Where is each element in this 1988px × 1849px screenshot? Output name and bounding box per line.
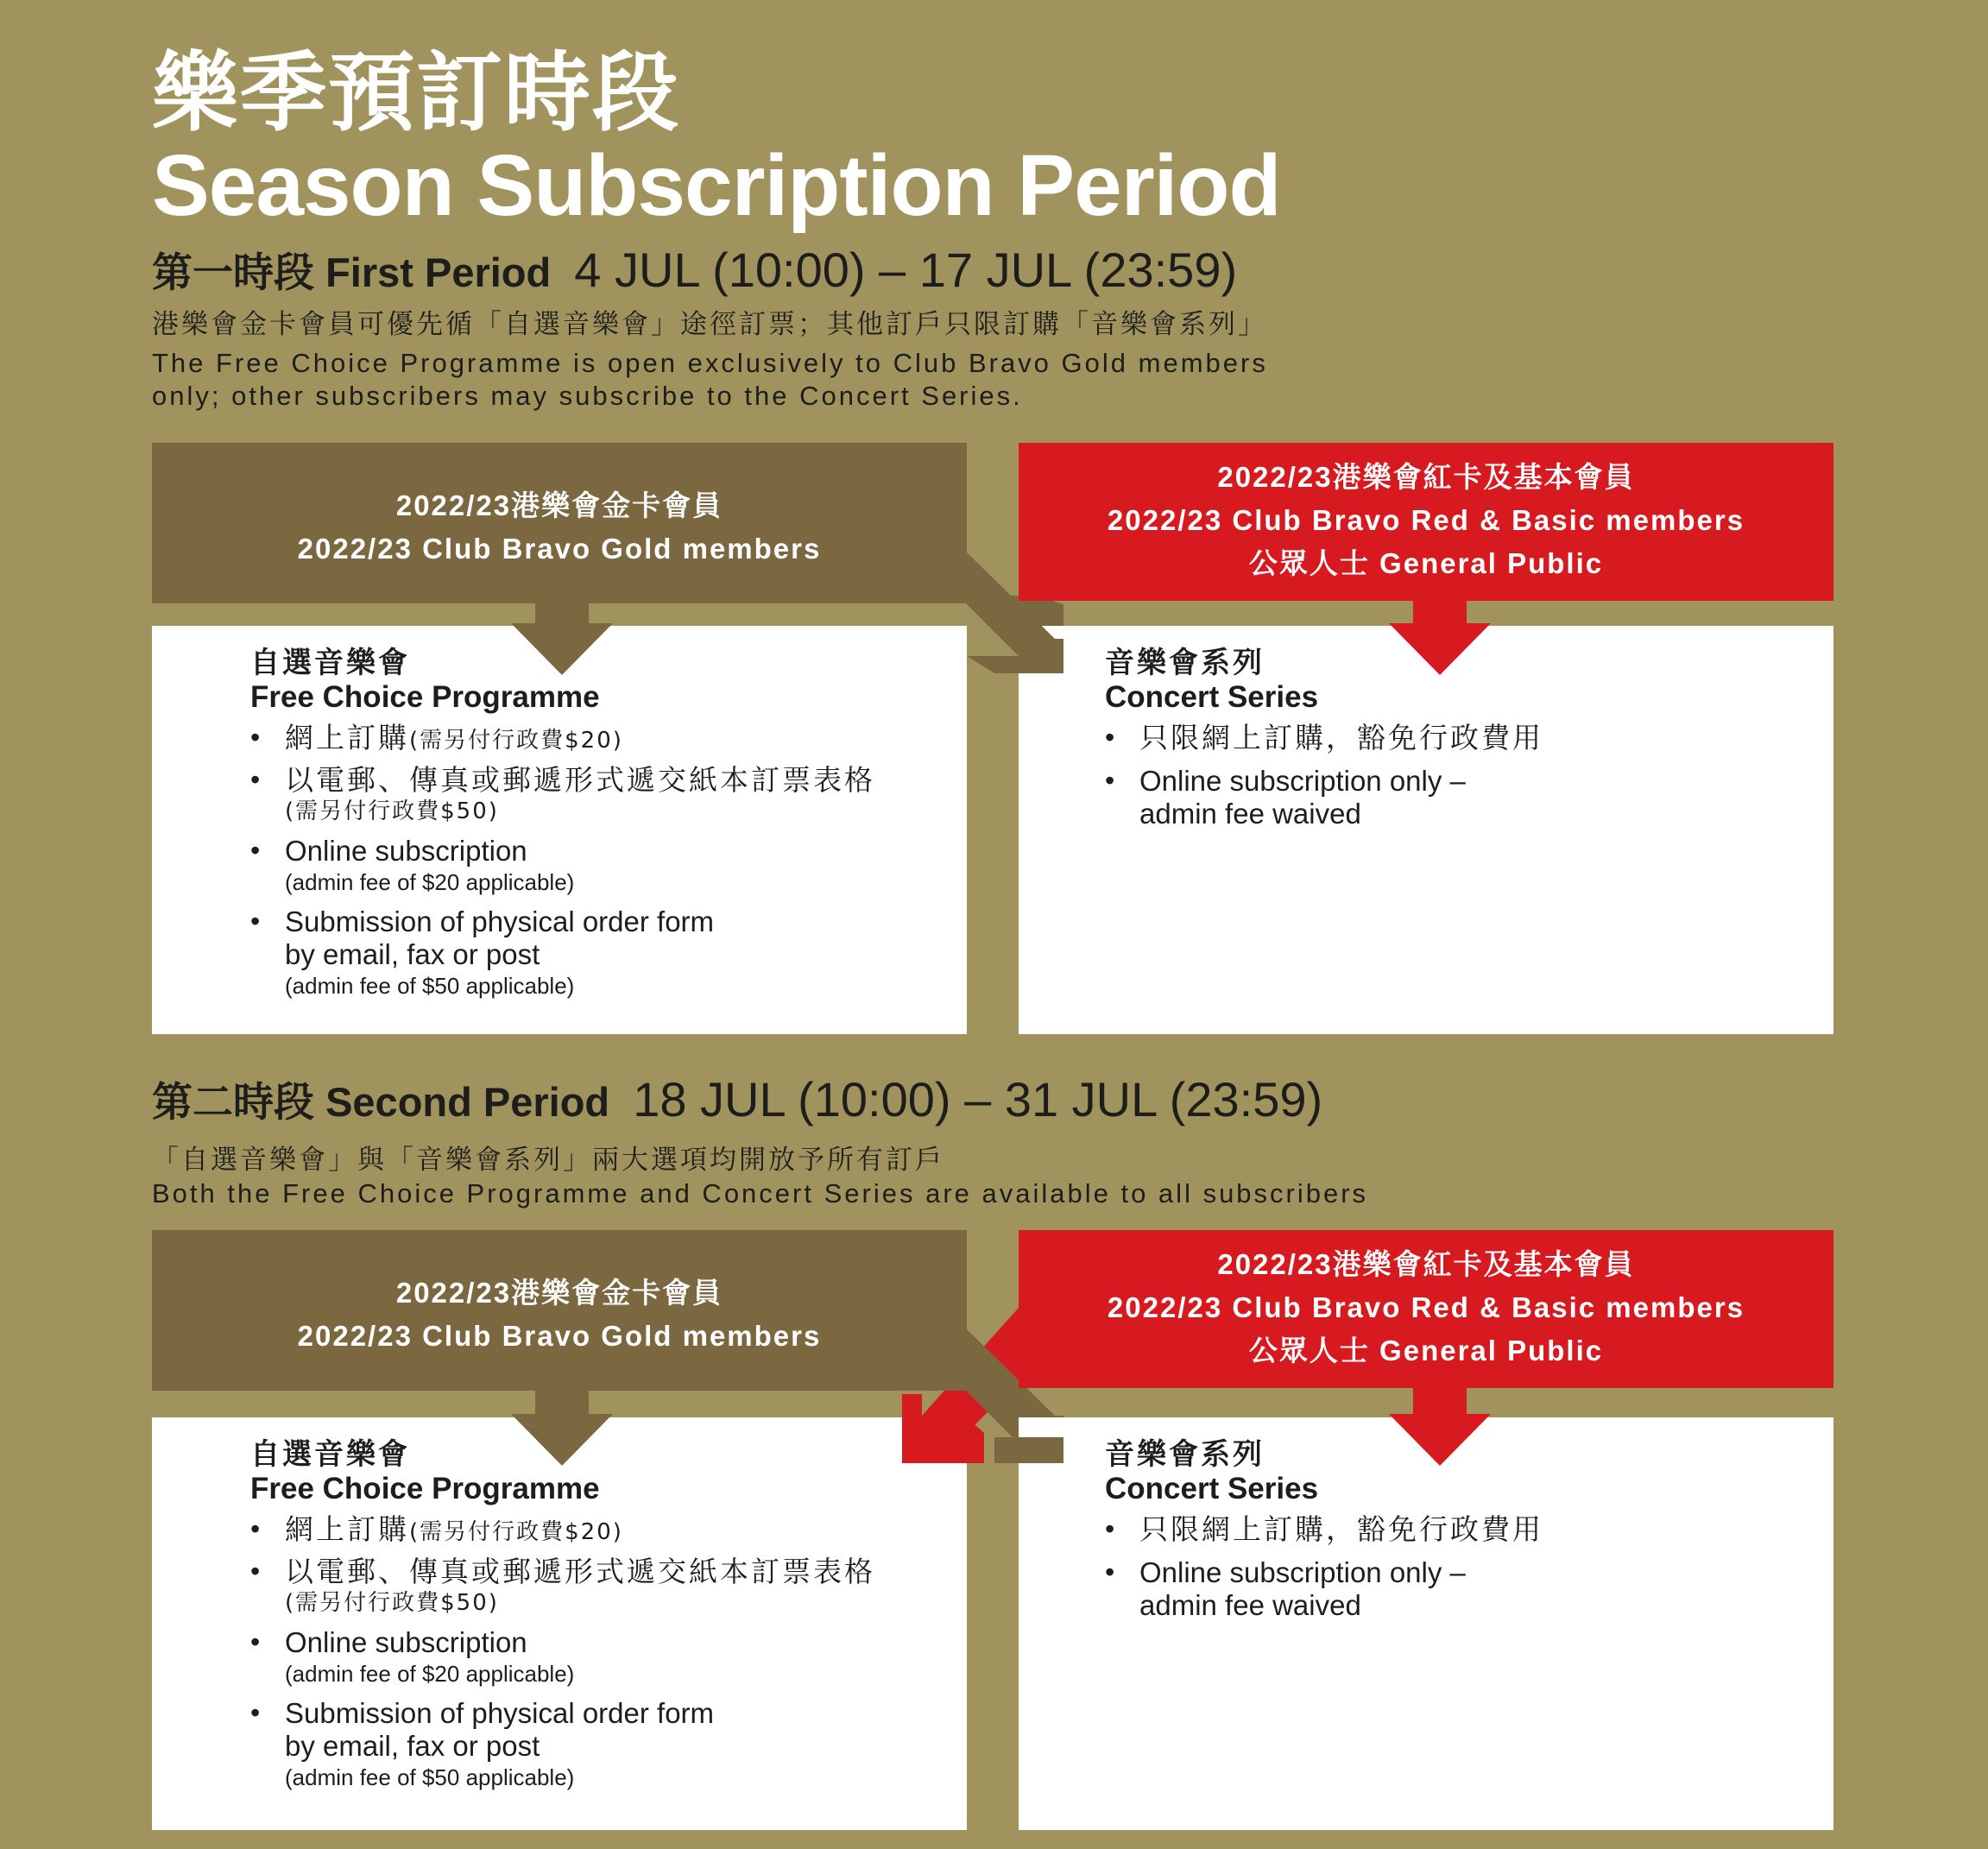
first-period-desc-zh: 港樂會金卡會員可優先循「自選音樂會」途徑訂票；其他訂戶只限訂購「音樂會系列」 [152,309,1267,340]
free-choice-bullet-paper-en-2: • Submission of physical order form by email, fax or post (admin fee of $50 applicable) [250,1697,875,1792]
free-choice-bullet-paper-en: • Submission of physical order form by email, fax or post (admin fee of $50 applicable) [250,906,875,1000]
second-period-desc-zh: 「自選音樂會」與「音樂會系列」兩大選項均開放予所有訂戶 [152,1145,944,1176]
first-period-label-zh: 第一時段 [152,249,314,297]
gold-members-en: 2022/23 Club Bravo Gold members [297,533,822,565]
concert-series-title-zh-2: 音樂會系列 [1105,1437,1265,1472]
title-chinese: 樂季預訂時段 [152,42,680,143]
first-period-desc-en-line1: The Free Choice Programme is open exclusively to Club Bravo Gold members [152,348,1268,378]
free-choice-bullet-online-en-2: • Online subscription (admin fee of $20 applicable) [250,1626,875,1688]
concert-series-title-en-2: Concert Series [1105,1472,1319,1505]
second-period-free-choice-content [250,1437,875,1792]
concert-series-bullet-en: • Online subscription only – admin fee waived [1105,765,1543,830]
second-period-desc-en: Both the Free Choice Programme and Concert Series are available to all subscribers [152,1178,1369,1208]
gold-members-en-2: 2022/23 Club Bravo Gold members [297,1320,822,1352]
free-choice-title-zh: 自選音樂會 [250,646,410,680]
concert-series-bullet-en-2: • Online subscription only – admin fee waived [1105,1556,1543,1622]
second-period-dates: 18 JUL (10:00) – 31 JUL (23:59) [633,1072,1323,1126]
concert-series-title-zh: 音樂會系列 [1105,646,1265,680]
first-period-label-en: First Period [325,249,552,295]
concert-series-title-en: Concert Series [1105,680,1319,714]
free-choice-bullet-paper-zh: • 以電郵、傳真或郵遞形式遞交紙本訂票表格 (需另付行政費$50) [250,764,875,826]
free-choice-bullet-online-zh-2: • 網上訂購(需另付行政費$20) [250,1513,875,1547]
free-choice-title-en-2: Free Choice Programme [250,1472,600,1505]
first-period-desc-en-line2: only; other subscribers may subscribe to the Concert Series. [152,381,1023,411]
title-english: Season Subscription Period [152,137,1281,234]
concert-series-bullet-zh-2: • 只限網上訂購，豁免行政費用 [1105,1513,1543,1546]
red-cross-arrow-head [902,1394,984,1463]
free-choice-bullet-online-zh: • 網上訂購(需另付行政費$20) [250,722,875,755]
free-choice-bullet-paper-zh-2: • 以電郵、傳真或郵遞形式遞交紙本訂票表格 (需另付行政費$50) [250,1556,875,1618]
concert-series-bullet-zh: • 只限網上訂購，豁免行政費用 [1105,722,1543,754]
second-period-concert-series-content [1105,1437,1543,1622]
second-period-label-zh: 第二時段 [152,1079,314,1126]
red-members-en-2: 2022/23 Club Bravo Red & Basic members [1107,1291,1745,1323]
gold-members-zh-2: 2022/23港樂會金卡會員 [395,1277,723,1309]
first-period-dates: 4 JUL (10:00) – 17 JUL (23:59) [574,243,1238,297]
red-members-zh-2: 2022/23港樂會紅卡及基本會員 [1217,1248,1635,1280]
red-members-en: 2022/23 Club Bravo Red & Basic members [1107,504,1745,536]
general-public: 公眾人士 General Public [1248,547,1604,579]
general-public-2: 公眾人士 General Public [1248,1335,1604,1366]
gold-cross-arrow-head [994,1437,1063,1463]
gold-members-zh: 2022/23港樂會金卡會員 [395,489,723,521]
free-choice-title-en: Free Choice Programme [250,680,600,714]
red-members-zh: 2022/23港樂會紅卡及基本會員 [1217,461,1635,493]
free-choice-bullet-online-en: • Online subscription (admin fee of $20 applicable) [250,835,875,897]
free-choice-title-zh-2: 自選音樂會 [250,1437,410,1472]
second-period-label-en: Second Period [325,1079,610,1125]
